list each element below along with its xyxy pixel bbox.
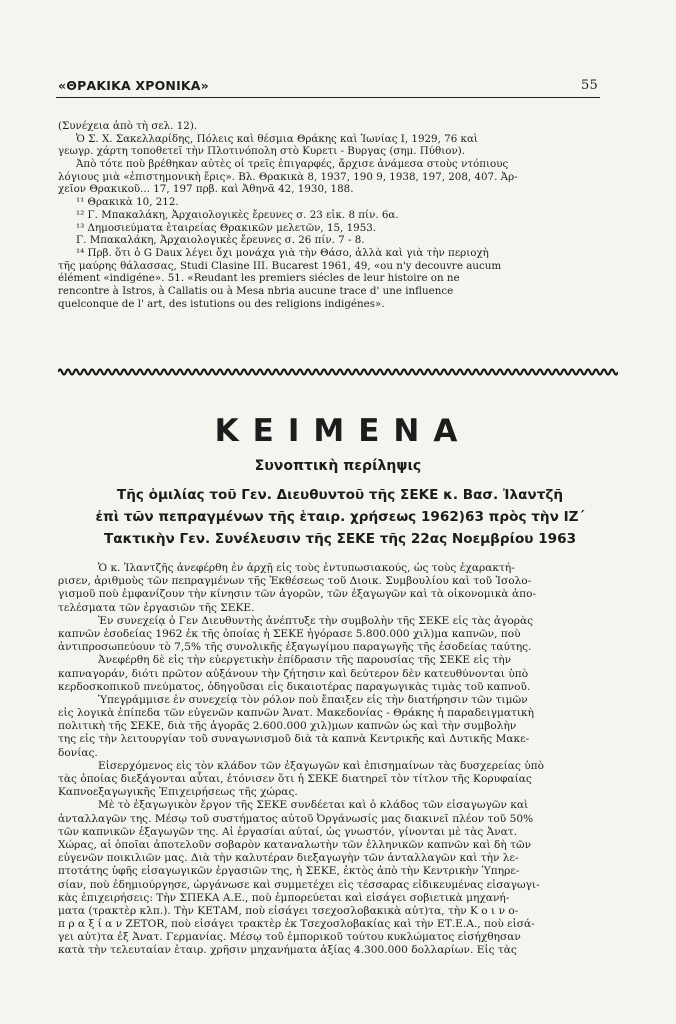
body-line: Καπνοεξαγωγικῆς Ἐπιχειρήσεως τῆς χώρας. [58, 786, 298, 799]
note-line: Ἀπὸ τότε ποὺ βρέθηκαν αὐτὲς οἱ τρεῖς ἐπιγαρφές, ἄρχισε ἀνάμεσα στοὺς ντόπιους [76, 158, 509, 171]
body-line: Ἀνεφέρθη δὲ εἰς τὴν εὐεργετικὴν ἐπίδρασιν τῆς παρουσίας τῆς ΣΕΚΕ εἰς τὴν [98, 654, 512, 667]
body-line: σίαν, ποὺ ἐδημιούργησε, ὠργάνωσε καὶ συμμετέχει εἰς τέσσαρας εἰδικευμένας εἰσαγωγι- [58, 878, 540, 891]
note-line: Ὁ Σ. Χ. Σακελλαρίδης, Πόλεις καὶ θέσμια Θράκης καὶ Ἰωνίας Ι, 1929, 76 καὶ [76, 132, 478, 145]
section-title: ΚΕΙΜΕΝΑ [214, 413, 472, 449]
body-line: τελέσματα τῶν ἐργασιῶν τῆς ΣΕΚΕ. [58, 601, 255, 614]
note-line: élément «indigéne». 51. «Reudant les premiers siécles de leur histoire on ne [58, 272, 460, 285]
body-line: Ἐν συνεχείᾳ ὁ Γεν Διευθυντὴς ἀνέπτυξε τὴν συμβολὴν τῆς ΣΕΚΕ εἰς τὰς ἀγορὰς [98, 614, 534, 627]
wavy-divider [58, 367, 618, 377]
header-rule [56, 97, 600, 98]
body-line: ματα (τρακτὲρ κλπ.). Τὴν ΚΕΤΑΜ, ποὺ εἰσάγει τσεχοσλοβακικὰ αὐτ)τα, τὴν Κ ο ι ν ο- [58, 904, 519, 917]
body-line: της εἰς τὴν λειτουργίαν τοῦ συναγωνισμοῦ διὰ τὰ καπνὰ Κεντρικῆς καὶ Δυτικῆς Μακε- [58, 733, 530, 746]
body-line: πτοτάτης ὑφῆς εἰσαγωγικῶν ἐργασιῶν της, ἡ ΣΕΚΕ, ἐκτὸς ἀπὸ τὴν Κεντρικὴν Ὑπηρε- [58, 865, 520, 878]
note-line: λόγιους μιὰ «ἐπιστημονικὴ ἔρις». Βλ. Θρακικὰ 8, 1937, 190 9, 1938, 197, 208, 407. Ἀρ- [58, 170, 518, 183]
body-line: κατὰ τὴν τελευταίαν ἑταιρ. χρῆσιν μηχανήματα ἀξίας 4.300.000 δολλαρίων. Εἰς τὰς [58, 944, 517, 957]
section-subtitle: Συνοπτικὴ περίληψις [254, 458, 422, 474]
body-line: κερδοσκοπικοῦ πνεύματος, ὁδηγοῦσαι εἰς δικαιοτέρας παραγωγικὰς τιμὰς τοῦ καπνοῦ. [58, 680, 531, 693]
body-line: Ὑπεγράμμισε ἐν συνεχείᾳ τὸν ρόλον ποὺ ἔπαιξεν εἰς τὴν διατήρησιν τῶν τιμῶν [98, 693, 528, 706]
body-text [58, 562, 614, 958]
body-line: δονίας. [58, 746, 98, 759]
body-line: γει αὐτ)τα ἐξ Ἀνατ. Γερμανίας. Μέσῳ τοῦ ἐμπορικοῦ τούτου κυκλώματος εἰσήχθησαν [58, 931, 521, 944]
body-line: καπνῶν ἐσοδείας 1962 ἐκ τῆς ὁποίας ἡ ΣΕΚΕ ἠγόρασε 5.800.000 χιλ)μα καπνῶν, ποὺ [58, 627, 521, 640]
journal-title: «ΘΡΑΚΙΚΑ ΧΡΟΝΙΚΑ» [58, 78, 209, 93]
heading-line: ἐπὶ τῶν πεπραγμένων τῆς ἑταιρ. χρήσεως 1962)63 πρὸς τὴν ΙΖ΄ [95, 509, 585, 525]
body-line: εὐγενῶν ποικιλιῶν μας. Διὰ τὴν καλυτέραν διεξαγωγὴν τῶν ἀνταλλαγῶν καὶ τὴν λε- [58, 852, 519, 865]
body-line: πολιτικὴ τῆς ΣΕΚΕ, διὰ τῆς ἀγορᾶς 2.600.000 χιλ)μων καπνῶν ὡς καὶ τὴν συμβολὴν [58, 720, 517, 733]
note-line: ¹³ Δημοσιεύματα ἑταιρείας Θρακικῶν μελετῶν, 15, 1953. [76, 221, 377, 234]
body-line: Χώρας, αἱ ὁποῖαι ἀποτελοῦν σοβαρὸν καταναλωτὴν τῶν ἑλληνικῶν καπνῶν καὶ δὴ τῶν [58, 838, 532, 851]
body-line: π ρ α ξ ί α ν ZETOR, ποὺ εἰσάγει τρακτὲρ ἐκ Τσεχοσλοβακίας καὶ τὴν ΕΤ.Ε.Α., ποὺ εἰσά- [58, 918, 535, 931]
body-line: Εἰσερχόμενος εἰς τὸν κλάδον τῶν ἐξαγωγῶν καὶ ἐπισημαίνων τὰς δυσχερείας ὑπὸ [98, 759, 545, 772]
body-line: ἀνταλλαγῶν της. Μέσῳ τοῦ συστήματος αὐτοῦ Ὀργάνωσίς μας διακινεῖ πλέον τοῦ 50% [58, 812, 534, 825]
body-line: κὰς ἐπιχειρήσεις: Τὴν ΣΠΕΚΑ Α.Ε., ποὺ ἐμπορεύεται καὶ εἰσάγει σοβιετικὰ μηχανή- [58, 891, 510, 904]
note-line: ¹¹ Θρακικὰ 10, 212. [76, 196, 179, 209]
body-line: ρισεν, ἀριθμοὺς τῶν πεπραγμένων τῆς Ἐκθέσεως τοῦ Διοικ. Συμβουλίου καὶ τοῦ Ἰσολο- [58, 575, 532, 588]
speech-heading [40, 484, 640, 550]
page-number: 55 [581, 78, 598, 93]
heading-line: Τῆς ὁμιλίας τοῦ Γεν. Διευθυντοῦ τῆς ΣΕΚΕ κ. Βασ. Ἰλαντζῆ [116, 487, 564, 503]
footnotes [58, 120, 610, 310]
note-line: ¹⁴ Πρβ. ὅτι ὁ G Daux λέγει ὄχι μονάχα γιὰ τὴν Θάσο, ἀλλὰ καὶ γιὰ τὴν περιοχὴ [76, 246, 489, 259]
note-line: quelconque de l' art, des istutions ou des religions indigénes». [58, 297, 385, 310]
body-line: τὰς ὁποίας διεξάγονται αὗται, ἐτόνισεν ὅτι ἡ ΣΕΚΕ διατηρεῖ τὸν τίτλον τῆς Κορυφαίας [58, 773, 532, 785]
note-line: (Συνέχεια ἀπὸ τὴ σελ. 12). [58, 120, 198, 132]
note-line: χεῖον Θρακικοῦ... 17, 197 πρβ. καὶ Ἀθηνᾶ 42, 1930, 188. [58, 183, 354, 196]
body-line: ἀντιπροσωπεύουν τὸ 7,5% τῆς συνολικῆς ἐξαγωγίμου παραγωγῆς τῆς ἐσοδείας ταύτης. [58, 641, 532, 654]
body-line: Μὲ τὸ ἐξαγωγικὸν ἔργον τῆς ΣΕΚΕ συνδέεται καὶ ὁ κλάδος τῶν εἰσαγωγῶν καὶ [98, 799, 529, 812]
running-header [58, 78, 598, 96]
body-line: τῶν καπνικῶν ἐξαγωγῶν της. Αἱ ἐργασίαι αὐταί, ὡς γνωστόν, γίνονται μὲ τὰς Ἀνατ. [58, 825, 518, 838]
note-line: rencontre à Istros, à Callatis ou à Mesa nbria aucune trace d' une influence [58, 284, 454, 297]
body-line: γισμοῦ ποὺ ἐμφανίζουν τὴν κίνησιν τῶν ἀγορῶν, τῶν ἐξαγωγῶν καὶ τὰ οἰκονομικὰ ἀπο- [58, 588, 537, 601]
body-line: καπναγοράν, διότι πρῶτον αὐξάνουν τὴν ζήτησιν καὶ δεύτερον δὲν κατευθύνονται ὑπὸ [58, 667, 529, 680]
body-line: εἰς λογικὰ ἐπίπεδα τῶν εὐγενῶν καπνῶν Ἀνατ. Μακεδονίας - Θράκης ἡ παραδειγματικὴ [58, 707, 534, 720]
note-line: ¹² Γ. Μπακαλάκη, Ἀρχαιολογικὲς ἔρευνες σ. 23 εἰκ. 8 πίν. 6α. [76, 208, 399, 221]
body-line: Ὁ κ. Ἰλαντζῆς ἀνεφέρθη ἐν ἀρχῇ εἰς τοὺς ἐντυπωσιακούς, ὡς τοὺς ἐχαρακτή- [98, 562, 515, 574]
note-line: τῆς μαύρης θάλασσας, Studi Clasine III. Bucarest 1961, 49, «ou n'y decouvre aucum [58, 259, 502, 272]
heading-line: Τακτικὴν Γεν. Συνέλευσιν τῆς ΣΕΚΕ τῆς 22ας Νοεμβρίου 1963 [103, 531, 577, 547]
note-line: γεωγρ. χάρτη τοποθετεῖ τὴν Πλοτινόπολη στὸ Κυρετι - Βυργας (σημ. Πύθιον). [58, 145, 465, 158]
note-line: Γ. Μπακαλάκη, Ἀρχαιολογικὲς ἔρευνες σ. 26 πίν. 7 - 8. [76, 234, 365, 247]
